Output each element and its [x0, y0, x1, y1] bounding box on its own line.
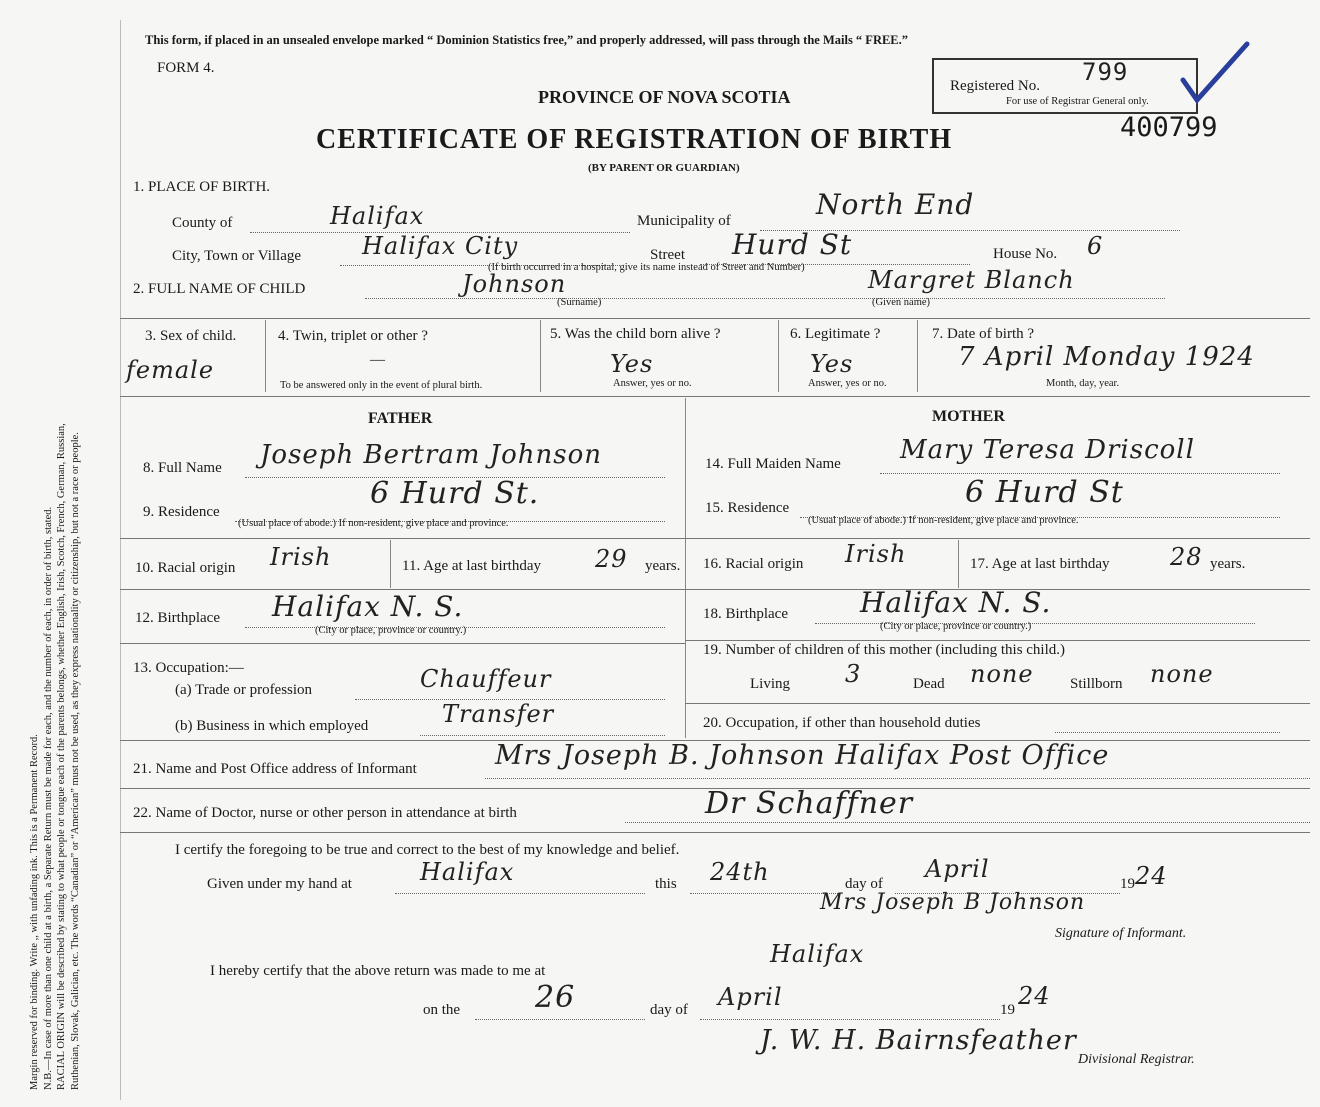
county-label: County of — [172, 215, 233, 231]
certificate-subtitle: (BY PARENT OR GUARDIAN) — [588, 162, 740, 174]
margin-note-1: Margin reserved for binding. Write ,, with unfading ink. This is a Permanent Record. — [29, 734, 40, 1090]
margin-notes — [28, 10, 82, 1090]
dead-value: none — [970, 660, 1034, 688]
province-heading: PROVINCE OF NOVA SCOTIA — [538, 87, 791, 107]
mother-age-value: 28 — [1170, 543, 1203, 571]
legitimate-label: 6. Legitimate ? — [790, 326, 881, 342]
street-label: Street — [650, 247, 685, 263]
mother-racial-label: 16. Racial origin — [703, 556, 804, 572]
sex-value: female — [126, 356, 215, 384]
city-value: Halifax City — [362, 232, 519, 260]
mother-racial-value: Irish — [845, 540, 907, 568]
father-birthplace-label: 12. Birthplace — [135, 610, 220, 626]
child-given-name: Margret Blanch — [868, 266, 1075, 294]
occupation-label: 13. Occupation:— — [133, 660, 244, 676]
mother-birthplace-value: Halifax N. S. — [860, 586, 1052, 619]
surname-caption: (Surname) — [557, 297, 602, 308]
doctor-value: Dr Schaffner — [705, 786, 914, 821]
mother-occupation-label: 20. Occupation, if other than household duties — [703, 715, 981, 731]
house-number-label: House No. — [993, 246, 1058, 262]
alive-value: Yes — [610, 350, 654, 378]
registrar-day: 26 — [535, 980, 576, 1015]
mother-residence-note: (Usual place of abode.) If non-resident, give place and province. — [808, 515, 1079, 526]
given-label: Given under my hand at — [207, 876, 352, 892]
father-racial-value: Irish — [270, 543, 332, 571]
mother-residence-label: 15. Residence — [705, 500, 790, 516]
mother-name-value: Mary Teresa Driscoll — [900, 435, 1195, 465]
margin-note-2: N.B.—In case of more than one child at a birth, a Separate Return must be made for each, and the number of each, in order of birth, stated. — [42, 506, 54, 1090]
stillborn-label: Stillborn — [1070, 676, 1123, 692]
on-the-label: on the — [423, 1002, 461, 1018]
informant-signature-label: Signature of Informant. — [1055, 926, 1187, 941]
registrar-statement: I hereby certify that the above return was made to me at — [210, 963, 546, 979]
child-surname: Johnson — [462, 270, 567, 298]
father-years-label: years. — [645, 558, 681, 574]
registered-number: 799 — [1082, 58, 1129, 86]
father-name-label: 8. Full Name — [143, 460, 222, 476]
trade-value: Chauffeur — [420, 665, 552, 693]
municipality-label: Municipality of — [637, 213, 731, 229]
sex-label: 3. Sex of child. — [145, 328, 237, 344]
business-value: Transfer — [442, 700, 555, 728]
father-name-value: Joseph Bertram Johnson — [260, 440, 602, 470]
registrar-signature: J. W. H. Bairnsfeather — [760, 1025, 1077, 1056]
file-number: 400799 — [1120, 112, 1218, 143]
informant-label: 21. Name and Post Office address of Informant — [133, 761, 417, 777]
dob-label: 7. Date of birth ? — [932, 326, 1035, 342]
father-age-label: 11. Age at last birthday — [402, 558, 541, 574]
informant-signature: Mrs Joseph B Johnson — [820, 890, 1086, 915]
twin-value: — — [370, 352, 385, 368]
registrar-use-note: For use of Registrar General only. — [1006, 96, 1149, 107]
binding-margin-line — [120, 20, 121, 1100]
margin-note-4: Ruthenian, Slovak, Galician, etc. The words “Canadian” or “American” must not be used, as they express nationality or citizenship, but not a race or people. — [69, 432, 81, 1090]
mother-name-label: 14. Full Maiden Name — [705, 456, 841, 472]
registrar-day-of-label: day of — [650, 1002, 688, 1018]
this-label: this — [655, 876, 677, 892]
mother-residence-value: 6 Hurd St — [965, 475, 1124, 510]
father-residence-value: 6 Hurd St. — [370, 476, 540, 511]
father-age-value: 29 — [595, 545, 628, 573]
mother-birthplace-label: 18. Birthplace — [703, 606, 788, 622]
doctor-label: 22. Name of Doctor, nurse or other person in attendance at birth — [133, 805, 517, 821]
father-residence-note: (Usual place of abode.) If non-resident, give place and province. — [238, 518, 509, 529]
registrar-place: Halifax — [770, 940, 865, 968]
margin-note-3: RACIAL ORIGIN will be described by stating to what people or tongue each of the parents belongs, whether English, Irish, Scotch, French, German, Russian, — [56, 423, 67, 1090]
municipality-value: North End — [816, 188, 975, 221]
registrar-year: 24 — [1018, 982, 1051, 1010]
registrar-month: April — [718, 983, 783, 1011]
father-birthplace-value: Halifax N. S. — [272, 590, 464, 623]
father-racial-label: 10. Racial origin — [135, 560, 236, 576]
registered-label: Registered No. — [950, 78, 1040, 94]
given-month: April — [925, 855, 990, 883]
street-value: Hurd St — [732, 228, 853, 261]
informant-value: Mrs Joseph B. Johnson Halifax Post Office — [495, 740, 1110, 771]
business-label: (b) Business in which employed — [175, 718, 369, 734]
stillborn-value: none — [1150, 660, 1214, 688]
place-of-birth-label: 1. PLACE OF BIRTH. — [133, 179, 271, 195]
father-residence-label: 9. Residence — [143, 504, 220, 520]
mother-years-label: years. — [1210, 556, 1246, 572]
certificate-title: CERTIFICATE OF REGISTRATION OF BIRTH — [316, 124, 953, 155]
living-value: 3 — [845, 660, 862, 688]
given-place: Halifax — [420, 858, 515, 886]
alive-label: 5. Was the child born alive ? — [550, 326, 721, 342]
twin-note: To be answered only in the event of plural birth. — [280, 380, 483, 391]
registrar-label: Divisional Registrar. — [1078, 1052, 1195, 1067]
children-count-label: 19. Number of children of this mother (including this child.) — [703, 642, 1066, 658]
legitimate-note: Answer, yes or no. — [808, 378, 887, 389]
mother-age-label: 17. Age at last birthday — [970, 556, 1110, 572]
checkmark-icon — [1175, 38, 1255, 108]
trade-label: (a) Trade or profession — [175, 682, 313, 698]
city-label: City, Town or Village — [172, 248, 302, 264]
given-day-of-label: day of — [845, 876, 883, 892]
given-name-caption: (Given name) — [872, 297, 931, 308]
given-year-prefix: 19 — [1120, 876, 1135, 892]
father-birthplace-note: (City or place, province or country.) — [315, 625, 467, 636]
hospital-note: (If birth occurred in a hospital, give its name instead of Street and Number) — [488, 262, 805, 273]
county-value: Halifax — [330, 202, 425, 230]
father-heading: FATHER — [368, 410, 433, 427]
child-name-label: 2. FULL NAME OF CHILD — [133, 281, 306, 297]
mother-birthplace-note: (City or place, province or country.) — [880, 621, 1032, 632]
dob-note: Month, day, year. — [1046, 378, 1120, 389]
legitimate-value: Yes — [810, 350, 854, 378]
house-number-value: 6 — [1087, 232, 1104, 260]
mail-notice: This form, if placed in an unsealed envelope marked “ Dominion Statistics free,” and properly addressed, will pass through the Mails “ FREE.” — [145, 33, 909, 47]
given-day: 24th — [710, 858, 770, 886]
form-number: FORM 4. — [157, 60, 215, 76]
mother-heading: MOTHER — [932, 408, 1005, 425]
given-year: 24 — [1135, 862, 1168, 890]
living-label: Living — [750, 676, 790, 692]
registrar-year-prefix: 19 — [1000, 1002, 1015, 1018]
dead-label: Dead — [913, 676, 945, 692]
twin-label: 4. Twin, triplet or other ? — [278, 328, 428, 344]
dob-value: 7 April Monday 1924 — [958, 342, 1255, 372]
certify-statement: I certify the foregoing to be true and correct to the best of my knowledge and belief. — [175, 842, 680, 858]
alive-note: Answer, yes or no. — [613, 378, 692, 389]
